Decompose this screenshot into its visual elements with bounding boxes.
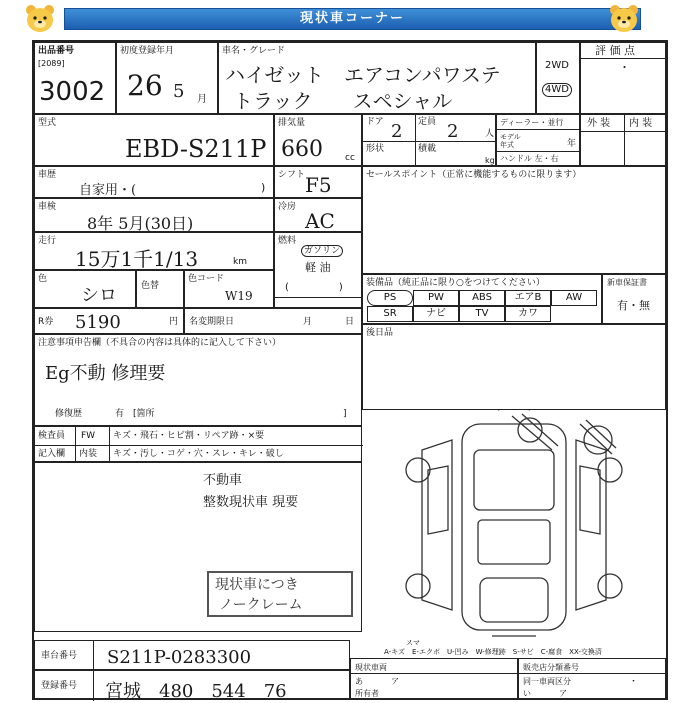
history-cell [34, 166, 274, 198]
color-code-cell [184, 270, 274, 308]
vehicle-name-label: 車名・グレード [222, 46, 286, 56]
mileage-value: 15万1千1/13 [75, 247, 199, 271]
vehicle-name-line2: トラック スペシャル [233, 89, 453, 113]
fuel-cell [274, 232, 362, 298]
legend-cell [362, 646, 666, 658]
fuel-label: 燃料 [278, 236, 297, 246]
registration-month: 5 [173, 81, 185, 102]
mileage-label: 走行 [38, 236, 57, 246]
recycle-value: 5190 [75, 312, 121, 333]
rating-cell [580, 42, 666, 114]
inspector-inside: 内装 [79, 449, 98, 459]
interior-label: 内 装 [629, 118, 653, 129]
color-cell [34, 270, 136, 308]
load-unit: kg [485, 156, 495, 165]
recycle-cell [34, 308, 184, 334]
dealer-label: ディーラー・並行 [500, 118, 564, 127]
dealer-mark1: い [523, 689, 531, 698]
equipment-sr: SR [367, 306, 413, 322]
inspection-cell [34, 198, 274, 232]
lot-number-cell [34, 42, 116, 114]
shift-label: シフト [278, 170, 306, 180]
diagram-smart-label: スマ [406, 639, 420, 647]
exterior-label: 外 装 [587, 118, 611, 129]
recycle-unit: 円 [169, 317, 179, 327]
name-change-month: 月 [303, 317, 313, 327]
drive-2wd: 2WD [545, 60, 569, 71]
equipment-leather: カワ [505, 306, 551, 322]
first-registration-label: 初度登録年月 [120, 46, 175, 56]
chassis-label: 車台番号 [41, 651, 78, 661]
ext-int-cell [580, 114, 666, 166]
model-code-value: EBD-S211P [125, 135, 267, 163]
color-code-value: W19 [225, 289, 253, 303]
sales-point-label: セールスポイント（正常に機能するものに限ります） [366, 170, 582, 180]
displacement-value: 660 [281, 137, 323, 162]
notes-cell [34, 334, 362, 426]
mileage-unit: km [233, 257, 247, 267]
rating-label: 評 価 点 [595, 44, 635, 57]
door-value: 2 [391, 121, 403, 142]
inspector-cell [34, 426, 362, 462]
door-capacity-cell [362, 114, 496, 166]
lot-sub: [2089] [38, 59, 65, 68]
damage-legend: A-キズ E-エクボ U-凹み W-修理跡 S-サビ C-腐食 XX-交換済 [384, 648, 602, 656]
recycle-label: R券 [38, 317, 54, 327]
lot-number: 3002 [39, 77, 106, 107]
equipment-aw: AW [551, 290, 597, 306]
handle-label: ハンドル 左・右 [500, 154, 559, 163]
name-change-day: 日 [345, 317, 355, 327]
repair-close: ] [343, 409, 347, 419]
load-label: 積載 [418, 144, 437, 154]
equipment-abs: ABS [459, 290, 505, 306]
no-claim-stamp [207, 571, 353, 617]
dealer-class-cell [518, 658, 666, 700]
ac-value: AC [305, 209, 335, 233]
capacity-unit: 人 [485, 129, 495, 139]
fuel-bottom [274, 298, 362, 308]
color-code-label: 色コード [188, 274, 225, 284]
chassis-cell [34, 640, 350, 670]
notes-label: 注意事項申告欄（不具合の内容は具体的に記入して下さい） [38, 338, 282, 348]
dealer-class-label: 販売店分類番号 [523, 663, 579, 672]
remarks-line2: 整数現状車 現要 [203, 495, 299, 510]
dealer-cell [496, 114, 580, 166]
shift-cell [274, 166, 362, 198]
owner-cell [350, 658, 518, 700]
remarks-line1: 不動車 [203, 473, 243, 488]
owner-mark1: あ [355, 677, 363, 686]
mileage-cell [34, 232, 274, 270]
color-label: 色 [38, 274, 48, 284]
notes-value: Eg不動 修理要 [45, 363, 166, 384]
inspector-fw-text: キズ・飛石・ヒビ割・リペア跡・×要 [113, 431, 265, 441]
color-change-cell [136, 270, 184, 308]
owner-label2: 所有者 [355, 689, 379, 698]
history-value: 自家用・( [79, 183, 137, 198]
owner-mark2: ア [391, 677, 399, 686]
model-year-label: モデル [500, 133, 521, 141]
displacement-unit: cc [345, 153, 355, 163]
car-diagram [362, 410, 666, 646]
equipment-ps: PS [367, 290, 413, 306]
banner-title: 現状車コーナー [64, 8, 641, 30]
equipment-label: 装備品（純正品に限り○をつけてください） [366, 278, 545, 288]
same-vehicle-label: 同一車両区分 [523, 677, 571, 686]
bear-mascot-icon [22, 2, 58, 36]
vehicle-name-cell [218, 42, 536, 114]
bear-mascot-icon [606, 2, 642, 36]
remarks-cell [34, 462, 362, 632]
new-car-value: 有・無 [617, 299, 650, 312]
displacement-cell [274, 114, 362, 166]
model-year-unit: 年 [567, 139, 577, 149]
repair-value: 有 [箇所 [115, 409, 155, 419]
fuel-paren: ( ) [285, 282, 343, 293]
car-outline-diagram-icon [362, 410, 666, 646]
auction-sheet [32, 40, 668, 700]
inspection-label: 車検 [38, 202, 57, 212]
registration-month-unit: 月 [197, 94, 207, 105]
model-code-cell [34, 114, 274, 166]
rear-items-label: 後日品 [366, 328, 394, 338]
sales-point-cell [362, 166, 666, 274]
new-car-warranty-cell [602, 274, 666, 324]
shift-value: F5 [305, 173, 332, 197]
fuel-gasoline: ガソリン [301, 245, 343, 257]
lot-label: 出品番号 [38, 46, 75, 56]
drive-type-cell [536, 42, 580, 114]
displacement-label: 排気量 [278, 118, 306, 128]
equipment-cell [362, 274, 602, 324]
inspector-fw: FW [81, 431, 96, 441]
model-code-label: 型式 [38, 118, 57, 128]
door-label: ドア [366, 117, 384, 127]
rating-dot: ・ [619, 61, 630, 74]
inspector-label2: 記入欄 [38, 449, 66, 459]
owner-label1: 現状車両 [355, 663, 387, 672]
ac-cell [274, 198, 362, 232]
first-registration-cell [116, 42, 218, 114]
shape-label: 形状 [366, 144, 385, 154]
ac-label: 冷房 [278, 202, 297, 212]
fuel-diesel: 軽 油 [305, 261, 331, 274]
name-change-label: 名変期限日 [189, 317, 235, 327]
equipment-airbag: エアB [505, 290, 551, 306]
capacity-label: 定員 [418, 117, 437, 127]
model-year-label2: 年式 [500, 141, 514, 149]
stamp-line2: ノークレーム [219, 597, 303, 613]
equipment-pw: PW [413, 290, 459, 306]
drive-4wd: 4WD [542, 83, 572, 97]
inspector-label1: 検査員 [38, 431, 66, 441]
registration-number-value: 宮城 480 544 76 [105, 681, 287, 702]
repair-label: 修復歴 [55, 409, 83, 419]
name-change-cell [184, 308, 362, 334]
dealer-mark2: ア [559, 689, 567, 698]
new-car-label: 新車保証書 [607, 278, 647, 287]
inspection-value: 8年 5月(30日) [87, 214, 194, 233]
history-label: 車歴 [38, 170, 57, 180]
vehicle-name-line1: ハイゼット エアコンパワステ [225, 63, 501, 87]
page-banner [0, 0, 700, 38]
rear-items-cell [362, 324, 666, 410]
color-change-label: 色替 [141, 281, 160, 291]
registration-year: 26 [127, 69, 163, 102]
stamp-line1: 現状車につき [215, 577, 299, 593]
registration-number-label: 登録番号 [41, 681, 78, 691]
registration-number-cell [34, 670, 350, 700]
dealer-dot: ・ [629, 677, 639, 687]
chassis-value: S211P-0283300 [107, 647, 252, 668]
color-value: シロ [81, 285, 117, 306]
equipment-tv: TV [459, 306, 505, 322]
inspector-inside-text: キズ・汚し・コゲ・穴・スレ・キレ・破し [113, 449, 284, 459]
equipment-navi: ナビ [413, 306, 459, 322]
capacity-value: 2 [447, 121, 459, 142]
history-close: ) [261, 181, 266, 194]
